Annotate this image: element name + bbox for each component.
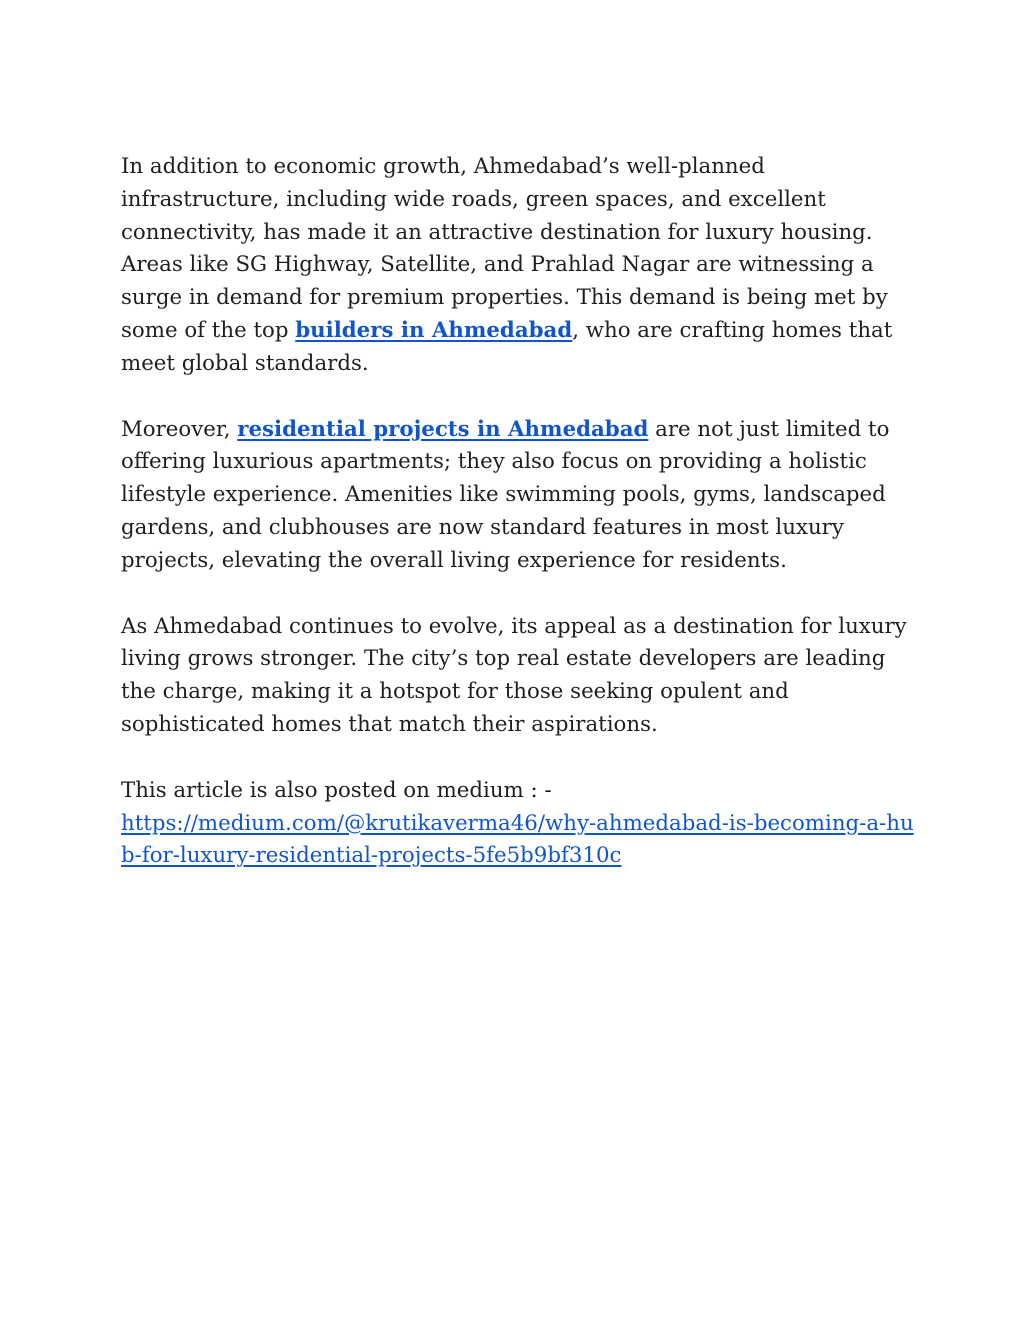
paragraph-text: , who are crafting homes that meet global standards.: [121, 317, 893, 376]
medium-article-link[interactable]: https://medium.com/@krutikaverma46/why-ahmedabad-is-becoming-a-hub-for-luxury-residential-projects-5fe5b9bf310c: [121, 810, 914, 869]
source-intro-text: This article is also posted on medium : -: [121, 777, 552, 803]
paragraph-conclusion: [121, 611, 921, 742]
paragraph-amenities: [121, 414, 921, 578]
paragraph-text: As Ahmedabad continues to evolve, its appeal as a destination for luxury living grows stronger. The city’s top real estate developers are leading the charge, making it a hotspot for those seeking opulent and sophisticated homes that match their aspirations.: [121, 613, 907, 737]
residential-projects-link[interactable]: residential projects in Ahmedabad: [237, 416, 649, 442]
paragraph-text: In addition to economic growth, Ahmedabad’s well-planned infrastructure, including wide roads, green spaces, and excellent connectivity, has made it an attractive destination for luxury housing. Areas like SG Highway, Satellite, and Prahlad Nagar are witnessing a surge in demand for premium properties. This demand is being met by some of the top: [121, 154, 888, 343]
paragraph-text: are not just limited to offering luxurious apartments; they also focus on providing a holistic lifestyle experience. Amenities like swimming pools, gyms, landscaped gardens, and clubhouses are now standard features in most luxury projects, elevating the overall living experience for residents.: [121, 416, 890, 573]
paragraph-text: Moreover,: [121, 416, 238, 442]
paragraph-medium-source: [121, 775, 921, 873]
article-body: [121, 151, 921, 906]
paragraph-infrastructure: [121, 151, 921, 381]
builders-in-ahmedabad-link[interactable]: builders in Ahmedabad: [295, 317, 573, 343]
